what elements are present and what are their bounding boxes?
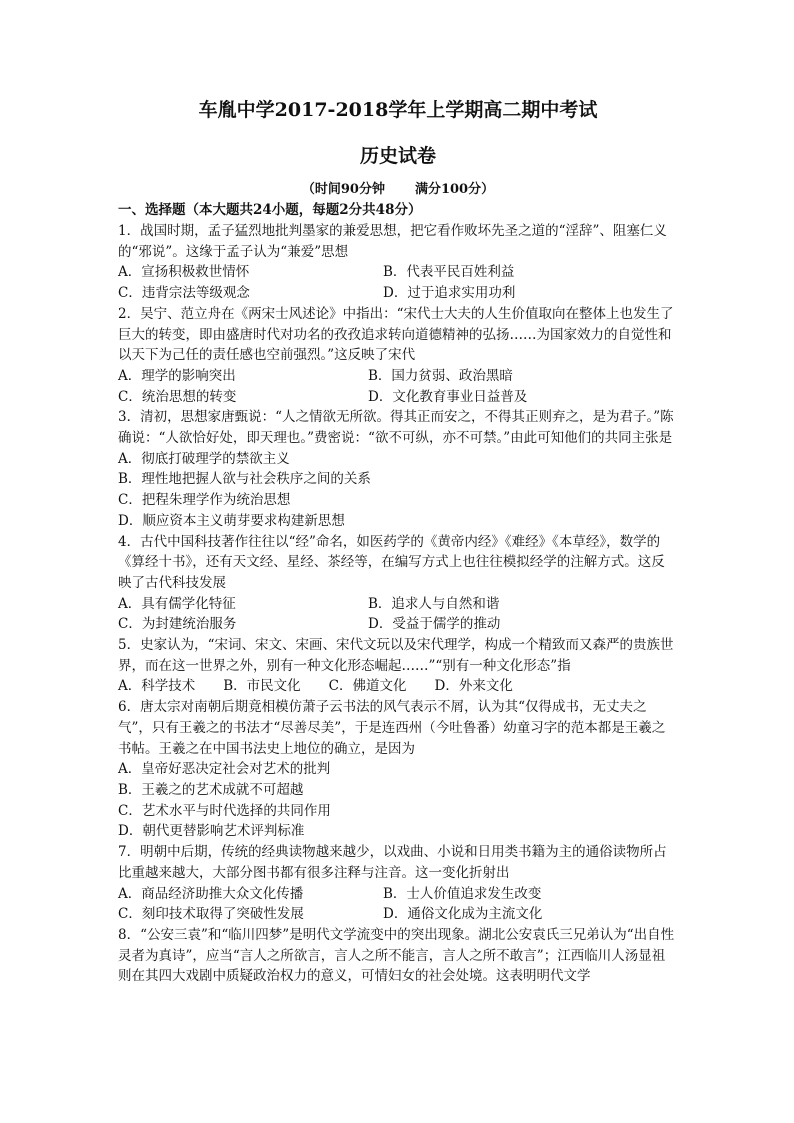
question-4	[118, 532, 678, 594]
question-7-options	[118, 884, 678, 925]
option-a: A．彻底打破理学的禁欲主义	[118, 450, 290, 467]
option-a: A．皇帝好恶决定社会对艺术的批判	[118, 761, 331, 778]
question-text: 7．明朝中后期，传统的经典读物越来越少，以戏曲、小说和日用类书籍为主的通俗读物所占比重越来越大，大部分图书都有很多注释与注音。这一变化折射出	[118, 844, 667, 881]
question-text: 3．清初，思想家唐甄说：“人之情欲无所欲。得其正而安之，不得其正则弃之，是为君子。”陈确说：“人欲恰好处，即天理也。”费密说：“欲不可纵，亦不可禁。”由此可知他们的共同主张是	[118, 409, 674, 447]
exam-title: 车胤中学2017-2018学年上学期高二期中考试	[198, 99, 598, 121]
question-2	[118, 304, 678, 366]
option-c: C．统治思想的转变	[118, 388, 237, 405]
section-heading: 一、选择题（本大题共24小题，每题2分共48分）	[118, 202, 422, 218]
question-8	[118, 925, 678, 987]
question-text: 1．战国时期，孟子猛烈地批判墨家的兼爱思想，把它看作败坏先圣之道的“淫辞”、阻塞仁义的“邪说”。这缘于孟子认为“兼爱”思想	[118, 223, 667, 260]
option-c: C．把程朱理学作为统治思想	[118, 492, 291, 509]
option-b: B．市民文化	[223, 678, 301, 695]
question-4-options	[118, 594, 678, 635]
option-c: C．佛道文化	[328, 678, 407, 695]
option-d: D．外来文化	[434, 678, 513, 695]
question-text: 5．史家认为，“宋词、宋文、宋画、宋代文玩以及宋代理学，构成一个精致而又森严的贵族世界，而在这一世界之外，别有一种文化形态崛起……”“别有一种文化形态”指	[118, 637, 674, 674]
option-a: A．宣扬积极救世情怀	[118, 264, 250, 281]
option-b: B．代表平民百姓利益	[383, 264, 515, 281]
option-b: B．追求人与自然和谐	[368, 595, 500, 612]
option-d: D．过于追求实用功利	[383, 285, 516, 302]
option-d: D．通俗文化成为主流文化	[383, 906, 543, 923]
question-text: 4．古代中国科技著作往往以“经”命名，如医药学的《黄帝内经》《难经》《本草经》，数学的《算经十书》，还有天文经、星经、茶经等，在编写方式上也往往模拟经学的注解方式。这反映了古代科技发展	[118, 533, 665, 591]
question-5-options	[118, 676, 678, 697]
exam-page	[118, 96, 678, 987]
exam-subtitle: 历史试卷	[359, 145, 436, 167]
option-a: A．科学技术	[118, 678, 196, 695]
option-b: B．理性地把握人欲与社会秩序之间的关系	[118, 471, 371, 488]
question-text: 6．唐太宗对南朝后期竟相模仿萧子云书法的风气表示不屑，认为其“仅得成书，无丈夫之气”，只有王羲之的书法才“尽善尽美”，于是连西州（今吐鲁番）幼童习字的范本都是王羲之书帖。王羲之在中国书法史上地位的确立，是因为	[118, 699, 666, 757]
option-a: A．具有儒学化特征	[118, 595, 236, 612]
option-d: D．顺应资本主义萌芽要求构建新思想	[118, 512, 345, 529]
option-b: B．士人价值追求发生改变	[383, 885, 542, 902]
question-6	[118, 697, 678, 759]
question-1-options	[118, 262, 678, 303]
question-text: 8．“公安三袁”和“临川四梦”是明代文学流变中的突出现象。湖北公安袁氏三兄弟认为“出自性灵者为真诗”，应当“言人之所欲言，言人之所不能言，言人之所不敢言”；江西临川人汤显祖则在其四大戏剧中质疑政治权力的意义，可情妇女的社会处境。这表明明代文学	[118, 926, 675, 985]
option-a: A．理学的影响突出	[118, 367, 236, 384]
question-7	[118, 842, 678, 883]
option-a: A．商品经济助推大众文化传播	[118, 885, 304, 902]
exam-meta	[118, 180, 678, 200]
option-d: D．受益于儒学的推动	[368, 616, 501, 633]
question-3	[118, 407, 678, 448]
option-b: B．国力贫弱、政治黑暗	[368, 367, 513, 384]
exam-score: 满分100分）	[414, 182, 495, 197]
option-d: D．朝代更替影响艺术评判标准	[118, 823, 305, 840]
option-c: C．刻印技术取得了突破性发展	[118, 906, 304, 923]
question-1	[118, 221, 678, 262]
option-d: D．文化教育事业日益普及	[368, 388, 528, 405]
question-text: 2．吴宁、范立舟在《两宋士风述论》中指出：“宋代士大夫的人生价值取向在整体上也发生了巨大的转变，即由盛唐时代对功名的孜孜追求转向道德精神的弘扬……为国家效力的自觉性和以天下为己任的责任感也空前强烈。”这反映了宋代	[118, 305, 674, 364]
option-b: B．王羲之的艺术成就不可超越	[118, 781, 304, 798]
option-c: C．艺术水平与时代选择的共同作用	[118, 802, 331, 819]
question-3-options	[118, 449, 678, 532]
exam-time: （时间90分钟	[301, 182, 385, 197]
question-5	[118, 635, 678, 676]
option-c: C．违背宗法等级观念	[118, 285, 250, 302]
question-6-options	[118, 759, 678, 842]
question-2-options	[118, 366, 678, 407]
option-c: C．为封建统治服务	[118, 616, 237, 633]
